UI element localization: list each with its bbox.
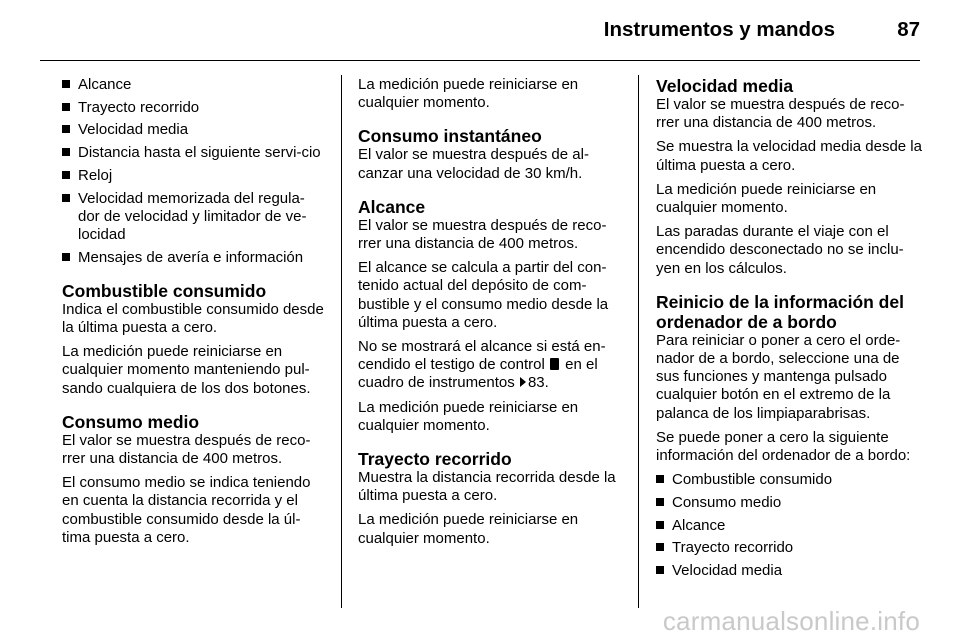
paragraph: El alcance se calcula a partir del con-tenido actual del depósito de com-bustible y el consumo medio desde la última puesta a cero. — [358, 259, 609, 331]
section-heading: Trayecto recorrido — [358, 449, 512, 470]
bullet-icon — [62, 80, 70, 88]
list-item: Alcance — [62, 76, 325, 94]
bullet-icon — [656, 475, 664, 483]
section-heading: Alcance — [358, 196, 426, 217]
list-item: Consumo medio — [656, 494, 924, 512]
reset-bullet-list — [656, 471, 924, 580]
paragraph: El valor se muestra después de reco-rrer una distancia de 400 metros. — [656, 96, 905, 132]
page-number: 87 — [897, 18, 920, 41]
paragraph: Se muestra la velocidad media desde la última puesta a cero. — [656, 138, 922, 174]
paragraph: Indica el combustible consumido desde la última puesta a cero. — [62, 300, 324, 337]
list-item: Mensajes de avería e información — [62, 249, 325, 267]
header-title: Instrumentos y mandos — [603, 18, 835, 41]
paragraph: La medición puede reiniciarse en cualquier momento. — [656, 180, 877, 217]
paragraph: La medición puede reiniciarse en cualquier momento. — [358, 398, 579, 434]
paragraph: El valor se muestra después de reco-rrer una distancia de 400 metros. — [62, 431, 311, 468]
page-header — [0, 18, 920, 48]
bullet-icon — [656, 498, 664, 506]
bullet-icon — [62, 103, 70, 111]
section-heading: Combustible consumido — [62, 280, 267, 301]
section-velocidad-media — [656, 76, 924, 278]
section-heading: Reinicio de la información del ordenador de a bordo — [656, 291, 904, 332]
section-heading: Consumo medio — [62, 411, 200, 432]
bullet-icon — [62, 148, 70, 156]
page-reference-link[interactable]: 83. — [527, 374, 549, 392]
section-reinicio — [656, 292, 924, 580]
column-divider-1 — [341, 75, 342, 608]
paragraph: Las paradas durante el viaje con el encendido desconectado no se inclu-yen en los cálculos. — [656, 223, 904, 277]
bullet-icon — [62, 171, 70, 179]
list-item: Velocidad memorizada del regula-dor de velocidad y limitador de ve-locidad — [62, 190, 325, 245]
paragraph: El valor se muestra después de reco-rrer una distancia de 400 metros. — [358, 216, 607, 253]
column-1 — [62, 76, 325, 553]
list-item: Combustible consumido — [656, 471, 924, 489]
paragraph: La medición puede reiniciarse en cualquier momento. — [358, 76, 579, 112]
list-item: Trayecto recorrido — [656, 539, 924, 557]
paragraph: Para reiniciar o poner a cero el orde-nador de a bordo, seleccione una de sus funciones y mantenga pulsado cualquier botón en el extremo de la palanca de los limpiaparabrisas. — [656, 331, 901, 422]
bullet-icon — [62, 194, 70, 202]
section-heading: Consumo instantáneo — [358, 126, 542, 147]
section-trayecto-recorrido — [358, 449, 624, 548]
column-divider-2 — [638, 75, 639, 608]
header-rule — [40, 60, 920, 61]
bullet-icon — [62, 125, 70, 133]
section-heading: Velocidad media — [656, 76, 794, 96]
list-item: Velocidad media — [62, 121, 325, 139]
section-consumo-instantaneo — [358, 126, 624, 182]
list-item: Velocidad media — [656, 562, 924, 580]
paragraph: El consumo medio se indica teniendo en cuenta la distancia recorrida y el combustible consumido desde la úl-tima puesta a cero. — [62, 474, 311, 546]
section-alcance — [358, 197, 624, 435]
list-item: Alcance — [656, 517, 924, 535]
section-combustible-consumido — [62, 281, 325, 398]
info-bullet-list — [62, 76, 325, 267]
list-item: Distancia hasta el siguiente servi-cio — [62, 144, 325, 162]
paragraph: No se mostrará el alcance si está en-cendido el testigo de control en el cuadro de instrumentos 83. — [358, 338, 606, 392]
paragraph: Se puede poner a cero la siguiente información del ordenador de a bordo: — [656, 428, 911, 465]
bullet-icon — [656, 566, 664, 574]
fuel-warning-icon — [550, 358, 559, 370]
paragraph: La medición puede reiniciarse en cualquier momento manteniendo pul-sando cualquiera de los dos botones. — [62, 343, 311, 397]
paragraph: La medición puede reiniciarse en cualquier momento. — [358, 511, 579, 547]
paragraph: Muestra la distancia recorrida desde la última puesta a cero. — [358, 469, 616, 505]
column-3 — [656, 76, 924, 585]
page-reference-arrow-icon — [520, 377, 526, 387]
list-item: Trayecto recorrido — [62, 99, 325, 117]
bullet-icon — [62, 253, 70, 261]
paragraph: El valor se muestra después de al-canzar una velocidad de 30 km/h. — [358, 146, 589, 182]
column-2 — [358, 76, 624, 554]
watermark: carmanualsonline.info — [662, 606, 920, 636]
bullet-icon — [656, 543, 664, 551]
bullet-icon — [656, 521, 664, 529]
list-item: Reloj — [62, 167, 325, 185]
section-consumo-medio — [62, 412, 325, 547]
